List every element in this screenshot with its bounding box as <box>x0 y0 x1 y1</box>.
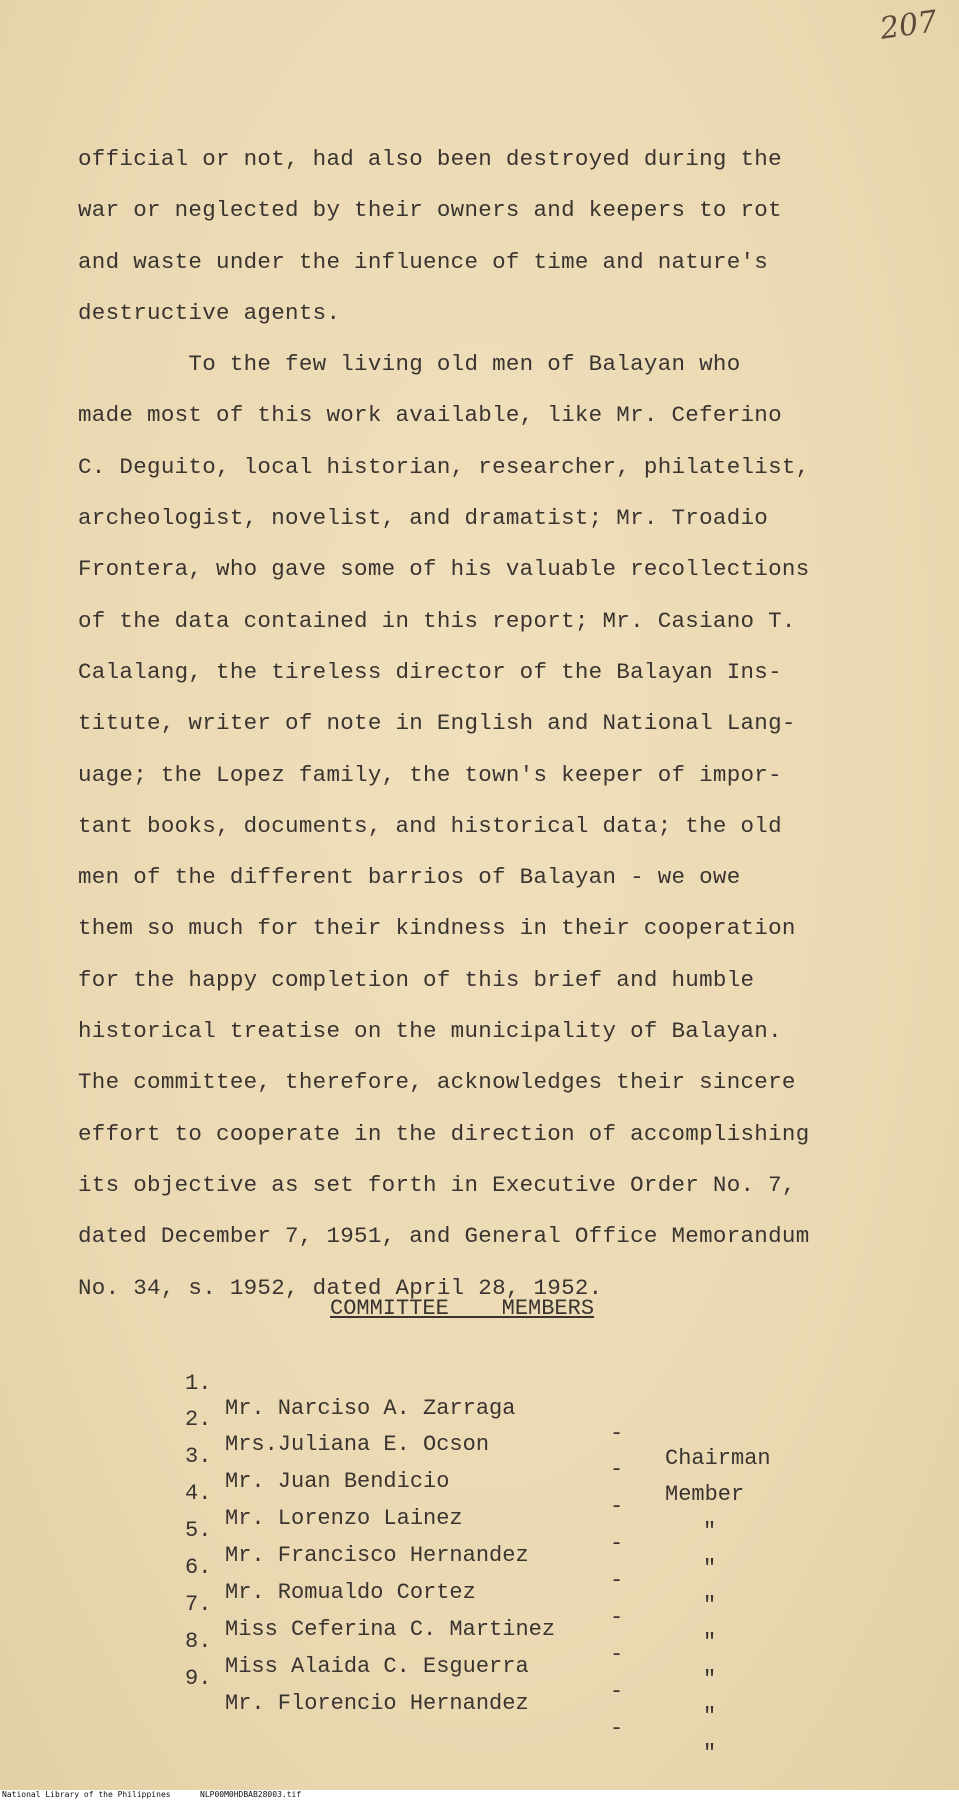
text-line: Frontera, who gave some of his valuable recollections <box>78 556 810 583</box>
text-line: for the happy completion of this brief and humble <box>78 966 755 993</box>
scan-footer <box>0 1790 959 1800</box>
text-line: and waste under the influence of time and nature's <box>78 248 769 275</box>
committee-heading: COMMITTEE MEMBERS <box>330 1296 595 1321</box>
acknowledgement-paragraph <box>78 134 878 1314</box>
member-dash: - <box>610 1679 624 1704</box>
text-line: C. Deguito, local historian, researcher, philatelist, <box>78 453 810 480</box>
member-role: Member <box>665 1482 745 1507</box>
text-line: No. 34, s. 1952, dated April 28, 1952. <box>78 1274 603 1301</box>
member-dash: - <box>610 1531 624 1556</box>
member-number: 3. <box>185 1444 212 1469</box>
member-name: Mr. Narciso A. Zarraga <box>225 1396 516 1421</box>
ditto-mark: " <box>703 1667 717 1692</box>
text-line: them so much for their kindness in their cooperation <box>78 915 796 942</box>
member-name: Mr. Florencio Hernandez <box>225 1691 529 1716</box>
page-number: 207 <box>877 4 940 47</box>
text-line: effort to cooperate in the direction of accomplishing <box>78 1120 810 1147</box>
member-dash: - <box>610 1457 624 1482</box>
member-name: Mr. Francisco Hernandez <box>225 1543 529 1568</box>
text-line: To the few living old men of Balayan who <box>78 351 741 378</box>
text-line: uage; the Lopez family, the town's keeper of impor- <box>78 761 782 788</box>
member-name: Miss Alaida C. Esguerra <box>225 1654 529 1679</box>
member-name: Mr. Juan Bendicio <box>225 1469 450 1494</box>
text-line: tant books, documents, and historical data; the old <box>78 812 782 839</box>
member-dash: - <box>610 1568 624 1593</box>
member-name: Mr. Romualdo Cortez <box>225 1580 476 1605</box>
member-dash: - <box>610 1494 624 1519</box>
member-name: Mrs.Juliana E. Ocson <box>225 1432 490 1457</box>
member-dash: - <box>610 1421 624 1446</box>
footer-library-name: National Library of the Philippines <box>2 1790 171 1799</box>
text-line: of the data contained in this report; Mr. Casiano T. <box>78 607 796 634</box>
text-line: Calalang, the tireless director of the Balayan Ins- <box>78 658 782 685</box>
text-line: destructive agents. <box>78 299 341 326</box>
ditto-mark: " <box>703 1519 717 1544</box>
member-dash: - <box>610 1642 624 1667</box>
member-number: 9. <box>185 1666 212 1691</box>
member-number: 8. <box>185 1629 212 1654</box>
ditto-mark: " <box>703 1593 717 1618</box>
ditto-mark: " <box>703 1556 717 1581</box>
member-number: 2. <box>185 1407 212 1432</box>
member-number: 1. <box>185 1371 212 1396</box>
member-role: Chairman <box>665 1446 771 1471</box>
text-line: its objective as set forth in Executive Order No. 7, <box>78 1171 796 1198</box>
text-line: historical treatise on the municipality of Balayan. <box>78 1018 782 1045</box>
text-line: titute, writer of note in English and National Lang- <box>78 710 796 737</box>
member-dash: - <box>610 1605 624 1630</box>
text-line: dated December 7, 1951, and General Office Memorandum <box>78 1223 810 1250</box>
member-name: Mr. Lorenzo Lainez <box>225 1506 463 1531</box>
ditto-mark: " <box>703 1704 717 1729</box>
member-number: 6. <box>185 1555 212 1580</box>
text-line: men of the different barrios of Balayan - we owe <box>78 864 741 891</box>
member-name: Miss Ceferina C. Martinez <box>225 1617 556 1642</box>
member-dash: - <box>610 1716 624 1741</box>
text-line: archeologist, novelist, and dramatist; Mr. Troadio <box>78 505 769 532</box>
text-line: made most of this work available, like Mr. Ceferino <box>78 402 782 429</box>
member-number: 5. <box>185 1518 212 1543</box>
text-line: war or neglected by their owners and keepers to rot <box>78 197 782 224</box>
ditto-mark: " <box>703 1741 717 1766</box>
ditto-mark: " <box>703 1630 717 1655</box>
text-line: official or not, had also been destroyed during the <box>78 146 782 172</box>
member-number: 4. <box>185 1481 212 1506</box>
footer-file-name: NLP00M0HDBAB28003.tif <box>200 1790 302 1799</box>
member-number: 7. <box>185 1592 212 1617</box>
text-line: The committee, therefore, acknowledges their sincere <box>78 1069 796 1096</box>
